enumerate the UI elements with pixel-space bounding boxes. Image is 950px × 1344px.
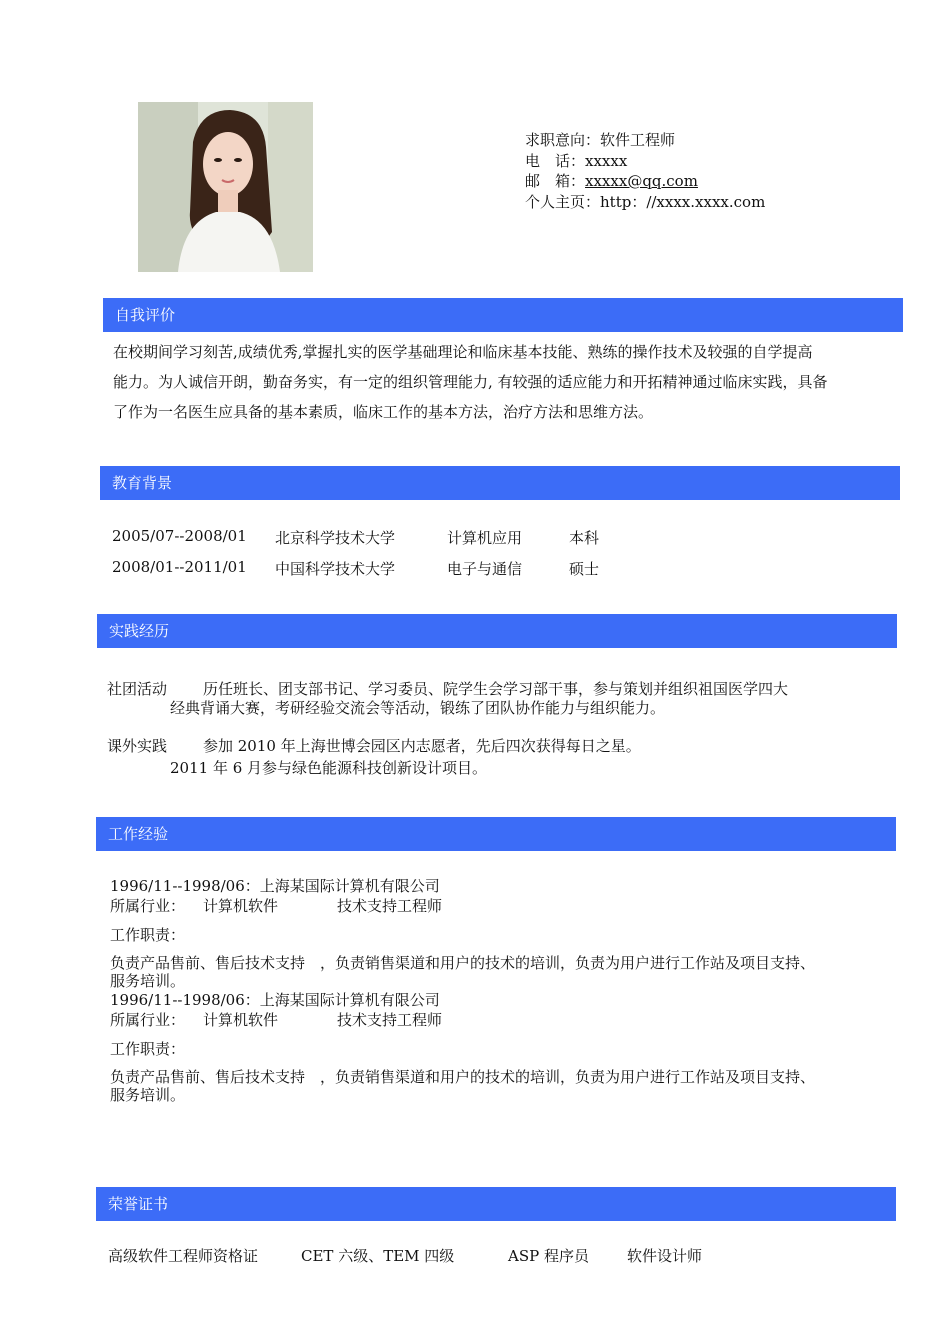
work-duty-label: 工作职责：	[110, 926, 186, 944]
email-link[interactable]: xxxxx@qq.com	[585, 172, 698, 190]
practice-line: 2011 年 6 月参与绿色能源科技创新设计项目。	[170, 759, 488, 777]
edu-degree: 硕士	[569, 560, 600, 578]
honor-item: 高级软件工程师资格证	[108, 1247, 259, 1265]
email-row	[525, 171, 765, 192]
homepage: 个人主页：http：//xxxx.xxxx.com	[525, 192, 766, 211]
section-header-practice: 实践经历	[97, 614, 897, 648]
work-duty-label: 工作职责：	[110, 1040, 186, 1058]
honor-item: ASP 程序员	[508, 1247, 589, 1265]
email-label: 邮 箱：	[525, 172, 586, 190]
work-industry: 计算机软件	[203, 1011, 279, 1029]
self-eval-line: 了作为一名医生应具备的基本素质，临床工作的基本方法，治疗方法和思维方法。	[113, 403, 654, 421]
work-position: 技术支持工程师	[337, 897, 443, 915]
honor-item: CET 六级、TEM 四级	[301, 1247, 455, 1265]
work-industry-label: 所属行业：	[110, 1011, 186, 1029]
edu-degree: 本科	[569, 529, 600, 547]
work-position: 技术支持工程师	[337, 1011, 443, 1029]
practice-line: 经典背诵大赛，考研经验交流会等活动，锻练了团队协作能力与组织能力。	[170, 699, 666, 717]
edu-period: 2005/07--2008/01	[112, 527, 247, 545]
practice-line: 参加 2010 年上海世博会园区内志愿者，先后四次获得每日之星。	[203, 737, 641, 755]
self-eval-line: 能力。为人诚信开朗，勤奋务实，有一定的组织管理能力, 有较强的适应能力和开拓精神通过临床实践，具备	[113, 373, 828, 391]
edu-period: 2008/01--2011/01	[112, 558, 247, 576]
work-industry-label: 所属行业：	[110, 897, 186, 915]
work-duty-line: 服务培训。	[110, 972, 186, 990]
section-header-education: 教育背景	[100, 466, 900, 500]
portrait-image	[138, 102, 313, 272]
section-header-work: 工作经验	[96, 817, 896, 851]
practice-label: 课外实践	[107, 737, 168, 755]
work-industry: 计算机软件	[203, 897, 279, 915]
section-header-honors: 荣誉证书	[96, 1187, 896, 1221]
practice-line: 历任班长、团支部书记、学习委员、院学生会学习部干事，参与策划并组织祖国医学四大	[203, 680, 789, 698]
job-intent: 求职意向：软件工程师	[525, 131, 676, 149]
phone: 电 话：xxxxx	[525, 151, 628, 170]
honor-item: 软件设计师	[627, 1247, 703, 1265]
edu-major: 电子与通信	[447, 560, 523, 578]
work-duty-line: 负责产品售前、售后技术支持 ，负责销售渠道和用户的技术的培训，负责为用户进行工作站及项目支持、	[110, 1068, 816, 1086]
practice-label: 社团活动	[107, 680, 168, 698]
work-duty-line: 负责产品售前、售后技术支持 ，负责销售渠道和用户的技术的培训，负责为用户进行工作站及项目支持、	[110, 954, 816, 972]
section-header-self-eval: 自我评价	[103, 298, 903, 332]
work-period-company: 1996/11--1998/06：上海某国际计算机有限公司	[110, 991, 440, 1009]
edu-major: 计算机应用	[447, 529, 523, 547]
edu-school: 中国科学技术大学	[275, 560, 396, 578]
contact-info	[525, 130, 765, 212]
work-duty-line: 服务培训。	[110, 1086, 186, 1104]
self-eval-text	[113, 337, 903, 427]
edu-school: 北京科学技术大学	[275, 529, 396, 547]
work-period-company: 1996/11--1998/06：上海某国际计算机有限公司	[110, 877, 440, 895]
profile-photo	[138, 102, 313, 272]
self-eval-line: 在校期间学习刻苦,成绩优秀,掌握扎实的医学基础理论和临床基本技能、熟练的操作技术及较强的自学提高	[113, 343, 813, 361]
